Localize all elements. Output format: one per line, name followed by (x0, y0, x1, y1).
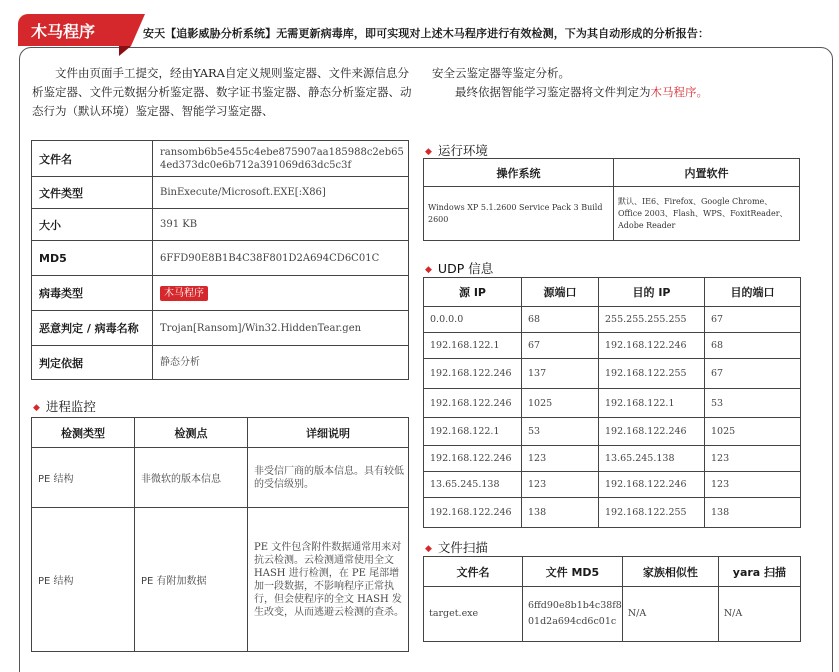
file-type-value: BinExecute/Microsoft.EXE[:X86] (153, 177, 409, 209)
cell: 192.168.122.246 (424, 446, 522, 472)
cell: 192.168.122.255 (599, 498, 705, 528)
intro-right-line2 (432, 83, 827, 102)
md5-value: 6FFD90E8B1B4C38F801D2A694CD6C01C (153, 241, 409, 276)
cell: 67 (705, 307, 801, 333)
col-header-detail: 详细说明 (248, 418, 409, 448)
software-cell: 默认、IE6、Firefox、Google Chrome、Office 2003、Flash、WPS、FoxitReader、Adobe Reader (614, 187, 800, 241)
proc-type-cell: PE 结构 (32, 448, 135, 508)
col-header-filename: 文件名 (424, 557, 523, 587)
table-row (424, 446, 801, 472)
cell: 192.168.122.246 (599, 333, 705, 359)
file-name-key: 文件名 (32, 141, 153, 177)
intro-text-right (432, 64, 827, 102)
cell: 68 (522, 307, 599, 333)
process-monitor-title-text: 进程监控 (45, 399, 96, 414)
cell: 192.168.122.246 (424, 359, 522, 389)
title-badge-label: 木马程序 (31, 22, 96, 41)
cell: 13.65.245.138 (424, 472, 522, 498)
cell: 138 (705, 498, 801, 528)
virus-type-value (153, 276, 409, 311)
virus-type-tag: 木马程序 (160, 286, 208, 301)
diamond-bullet-icon: ◆ (425, 147, 432, 157)
table-row (424, 472, 801, 498)
cell: 53 (705, 389, 801, 418)
table-row (424, 333, 801, 359)
diamond-bullet-icon: ◆ (425, 544, 432, 554)
table-row (32, 448, 409, 508)
table-row (424, 587, 801, 642)
verdict-value: Trojan[Ransom]/Win32.HiddenTear.gen (153, 311, 409, 346)
environment-table (423, 158, 800, 241)
file-scan-table (423, 556, 801, 642)
scan-md5-cell (523, 587, 623, 642)
intro-verdict-prefix: 最终依据智能学习鉴定器将文件判定为 (432, 85, 651, 99)
scan-filename-cell: target.exe (424, 587, 523, 642)
table-header-row (424, 557, 801, 587)
col-header-dst-port: 目的端口 (705, 278, 801, 307)
col-header-point: 检测点 (135, 418, 248, 448)
table-row (32, 508, 409, 652)
environment-title (425, 141, 488, 159)
cell: 1025 (705, 418, 801, 446)
title-badge (18, 14, 131, 46)
cell: 0.0.0.0 (424, 307, 522, 333)
file-size-key: 大小 (32, 209, 153, 241)
table-row (424, 498, 801, 528)
col-header-yara: yara 扫描 (718, 557, 800, 587)
cell: 192.168.122.246 (424, 498, 522, 528)
proc-detail-cell: 非受信厂商的版本信息。具有较低的受信级别。 (248, 448, 409, 508)
table-row (424, 389, 801, 418)
os-cell: Windows XP 5.1.2600 Service Pack 3 Build 2600 (424, 187, 614, 241)
table-row (32, 241, 409, 276)
virus-type-key: 病毒类型 (32, 276, 153, 311)
udp-title (425, 259, 493, 277)
basis-value: 静态分析 (153, 346, 409, 380)
col-header-family: 家族相似性 (622, 557, 718, 587)
table-row (424, 307, 801, 333)
file-scan-title-text: 文件扫描 (437, 540, 488, 555)
basis-key: 判定依据 (32, 346, 153, 380)
cell: 192.168.122.255 (599, 359, 705, 389)
col-header-src-ip: 源 IP (424, 278, 522, 307)
intro-verdict: 木马程序。 (650, 85, 708, 99)
scan-md5-line1: 6ffd90e8b1b4c38f8 (528, 600, 622, 611)
table-row (32, 346, 409, 380)
cell: 192.168.122.246 (424, 389, 522, 418)
proc-point-cell: 非微软的版本信息 (135, 448, 248, 508)
udp-title-text: UDP 信息 (437, 261, 494, 276)
cell: 53 (522, 418, 599, 446)
scan-family-cell: N/A (622, 587, 718, 642)
cell: 123 (522, 472, 599, 498)
col-header-md5: 文件 MD5 (523, 557, 623, 587)
col-header-dst-ip: 目的 IP (599, 278, 705, 307)
table-header-row (32, 418, 409, 448)
md5-key: MD5 (32, 241, 153, 276)
cell: 138 (522, 498, 599, 528)
table-row (32, 177, 409, 209)
verdict-key: 恶意判定 / 病毒名称 (32, 311, 153, 346)
cell: 192.168.122.1 (424, 418, 522, 446)
cell: 192.168.122.1 (599, 389, 705, 418)
table-row (424, 187, 800, 241)
scan-yara-cell: N/A (718, 587, 800, 642)
cell: 192.168.122.246 (599, 418, 705, 446)
cell: 1025 (522, 389, 599, 418)
file-scan-title (425, 538, 488, 556)
proc-detail-cell: PE 文件包含附件数据通常用来对抗云检测。云检测通常使用全文 HASH 进行检测，在 PE 尾部增加一段数据，不影响程序正常执行，但会使程序的全文 HASH 发生改变，从而逃避云检测的查杀。 (248, 508, 409, 652)
table-header-row (424, 159, 800, 187)
file-info-table (31, 140, 409, 380)
title-badge-fold (119, 46, 131, 56)
cell: 67 (522, 333, 599, 359)
cell: 192.168.122.1 (424, 333, 522, 359)
cell: 123 (705, 472, 801, 498)
table-row (32, 311, 409, 346)
cell: 123 (522, 446, 599, 472)
proc-point-cell: PE 有附加数据 (135, 508, 248, 652)
cell: 13.65.245.138 (599, 446, 705, 472)
cell: 255.255.255.255 (599, 307, 705, 333)
intro-right-line1: 安全云鉴定器等鉴定分析。 (432, 66, 570, 80)
environment-title-text: 运行环境 (437, 143, 488, 158)
cell: 123 (705, 446, 801, 472)
table-header-row (424, 278, 801, 307)
proc-type-cell: PE 结构 (32, 508, 135, 652)
cell: 67 (705, 359, 801, 389)
col-header-type: 检测类型 (32, 418, 135, 448)
table-row (32, 276, 409, 311)
process-monitor-table (31, 417, 409, 652)
file-name-value: ransomb6b5e455c4ebe875907aa185988c2eb654ed373dc0e6b712a391069d63dc5c3f (153, 141, 409, 177)
cell: 192.168.122.246 (599, 472, 705, 498)
file-size-value: 391 KB (153, 209, 409, 241)
scan-md5-line2: 01d2a694cd6c01c (528, 616, 617, 627)
table-row (424, 359, 801, 389)
diamond-bullet-icon: ◆ (33, 403, 40, 413)
udp-table (423, 277, 801, 528)
col-header-software: 内置软件 (614, 159, 800, 187)
table-row (32, 209, 409, 241)
col-header-os: 操作系统 (424, 159, 614, 187)
col-header-src-port: 源端口 (522, 278, 599, 307)
report-subtitle: 安天【追影威胁分析系统】无需更新病毒库，即可实现对上述木马程序进行有效检测，下为其自动形成的分析报告： (143, 27, 710, 40)
diamond-bullet-icon: ◆ (425, 265, 432, 275)
file-type-key: 文件类型 (32, 177, 153, 209)
table-row (32, 141, 409, 177)
table-row (424, 418, 801, 446)
cell: 68 (705, 333, 801, 359)
process-monitor-title (33, 397, 96, 415)
cell: 137 (522, 359, 599, 389)
intro-text-left: 文件由页面手工提交，经由YARA自定义规则鉴定器、文件来源信息分析鉴定器、文件元数据分析鉴定器、数字证书鉴定器、静态分析鉴定器、动态行为（默认环境）鉴定器、智能学习鉴定器、 (32, 66, 412, 118)
